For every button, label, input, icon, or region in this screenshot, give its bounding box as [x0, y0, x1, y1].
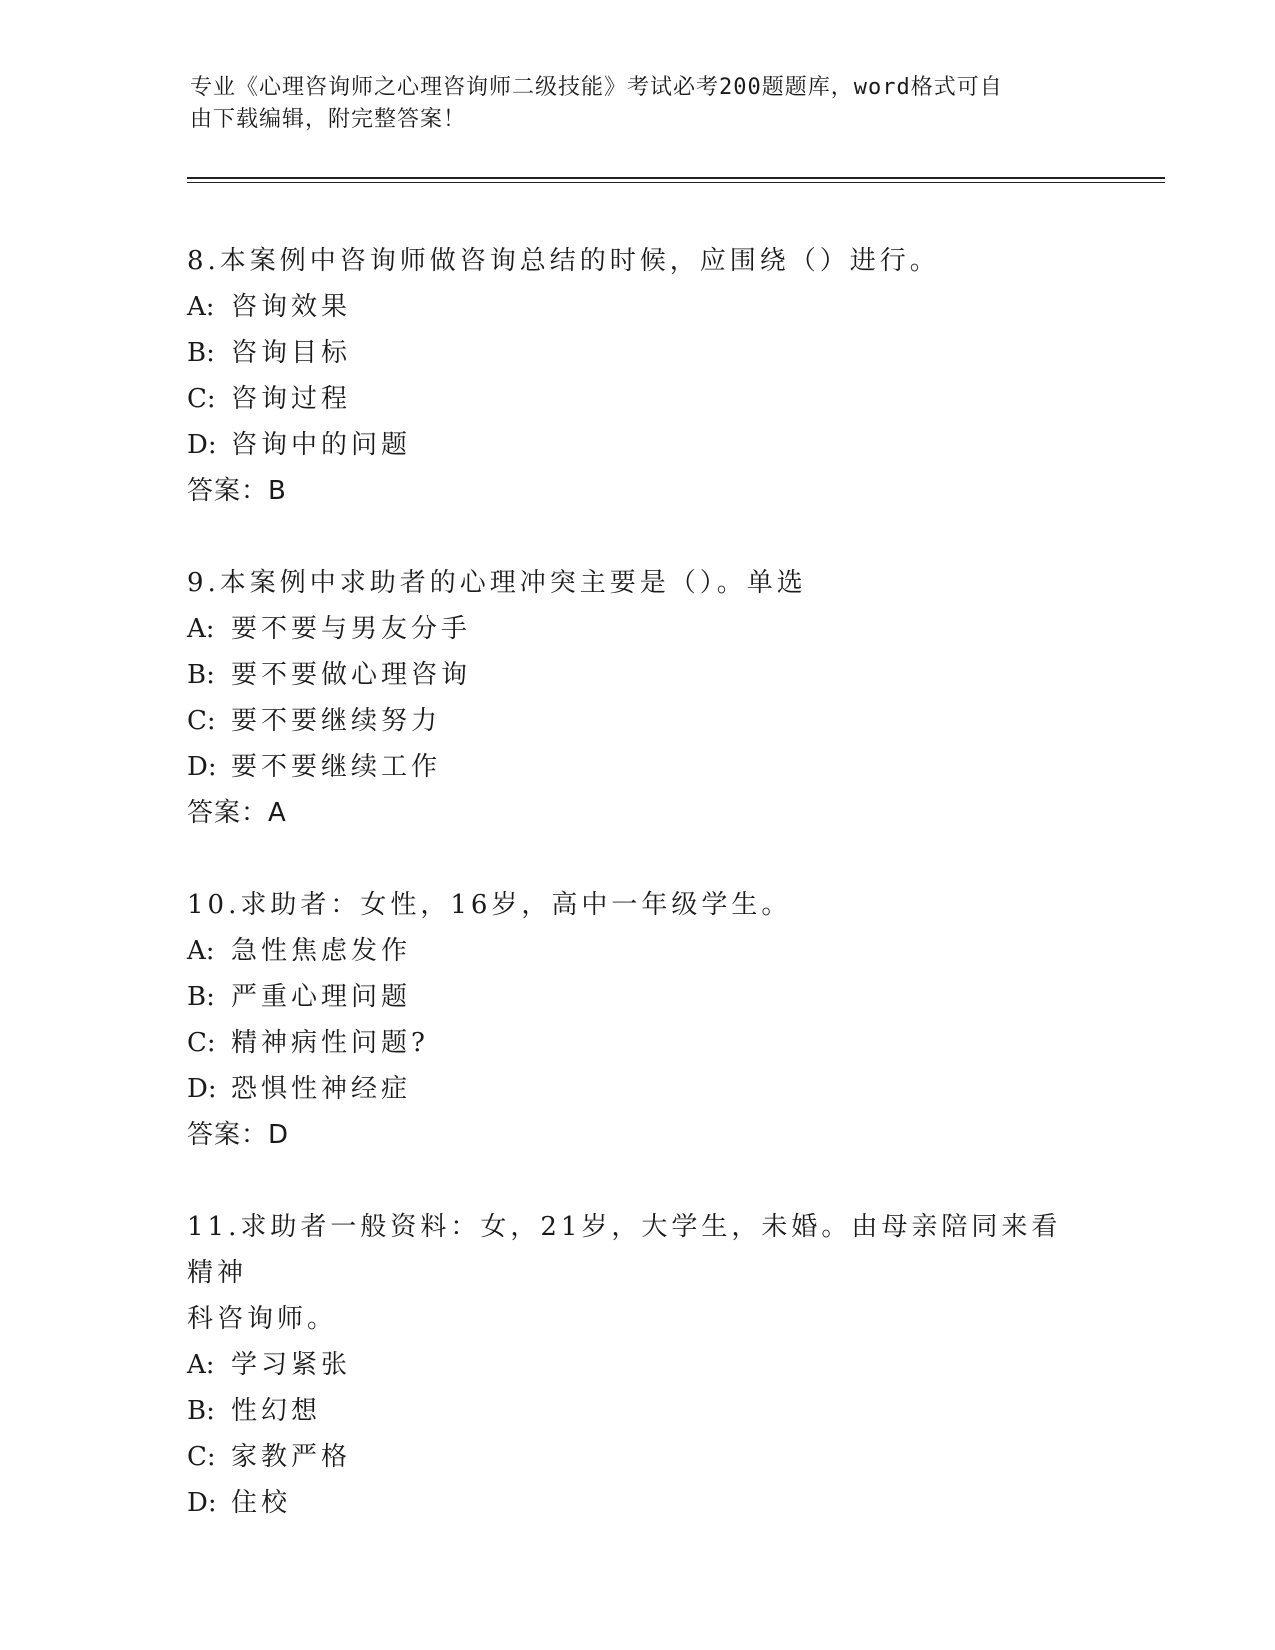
option-key: D:	[187, 430, 217, 460]
option-key: D:	[187, 1488, 217, 1518]
option-text: 要不要做心理咨询	[231, 660, 472, 690]
option-d	[187, 1480, 1087, 1526]
option-key: B:	[187, 660, 215, 690]
header-line-2: 由下载编辑，附完整答案！	[190, 107, 467, 132]
option-key: A:	[187, 1350, 215, 1380]
option-text: 严重心理问题	[231, 982, 412, 1012]
header-divider-thin	[187, 182, 1165, 183]
option-d	[187, 744, 1087, 790]
option-key: C:	[187, 384, 216, 414]
option-text: 急性焦虑发作	[231, 936, 412, 966]
option-key: C:	[187, 1028, 216, 1058]
option-a	[187, 606, 1087, 652]
question-spacer	[187, 514, 1087, 560]
option-b	[187, 974, 1087, 1020]
option-text: 精神病性问题?	[231, 1028, 429, 1058]
option-text: 恐惧性神经症	[231, 1074, 412, 1104]
option-text: 咨询过程	[231, 384, 352, 414]
question-stem: 10.求助者：女性，16岁，高中一年级学生。	[187, 890, 792, 920]
question-11	[187, 1204, 1087, 1526]
option-key: A:	[187, 614, 215, 644]
option-key: B:	[187, 338, 215, 368]
option-c	[187, 376, 1087, 422]
option-text: 要不要继续努力	[231, 706, 442, 736]
option-a	[187, 1342, 1087, 1388]
option-text: 要不要继续工作	[231, 752, 442, 782]
question-stem: 9.本案例中求助者的心理冲突主要是（）。单选	[187, 568, 807, 598]
option-b	[187, 652, 1087, 698]
option-key: B:	[187, 1396, 215, 1426]
question-spacer	[187, 836, 1087, 882]
question-list	[187, 238, 1087, 1526]
header-divider-thick	[187, 177, 1165, 179]
option-text: 家教严格	[231, 1442, 352, 1472]
option-key: A:	[187, 292, 215, 322]
answer-line: 答案：B	[187, 476, 287, 506]
option-c	[187, 1434, 1087, 1480]
option-b	[187, 1388, 1087, 1434]
option-c	[187, 1020, 1087, 1066]
option-a	[187, 284, 1087, 330]
question-stem-line-2: 科咨询师。	[187, 1304, 338, 1334]
option-b	[187, 330, 1087, 376]
document-header	[190, 72, 1090, 136]
option-text: 咨询效果	[231, 292, 352, 322]
option-d	[187, 1066, 1087, 1112]
question-8	[187, 238, 1087, 514]
option-text: 性幻想	[231, 1396, 322, 1426]
option-text: 咨询中的问题	[231, 430, 412, 460]
header-line-1: 专业《心理咨询师之心理咨询师二级技能》考试必考200题题库，word格式可自	[190, 75, 1003, 100]
answer-line: 答案：A	[187, 798, 287, 828]
option-key: D:	[187, 1074, 217, 1104]
question-10	[187, 882, 1087, 1158]
option-text: 咨询目标	[231, 338, 352, 368]
option-key: A:	[187, 936, 215, 966]
option-key: D:	[187, 752, 217, 782]
question-9	[187, 560, 1087, 836]
option-key: C:	[187, 706, 216, 736]
option-key: C:	[187, 1442, 216, 1472]
question-stem: 8.本案例中咨询师做咨询总结的时候，应围绕（）进行。	[187, 246, 940, 276]
option-text: 要不要与男友分手	[231, 614, 472, 644]
question-spacer	[187, 1158, 1087, 1204]
option-c	[187, 698, 1087, 744]
question-stem-line-1: 11.求助者一般资料：女，21岁，大学生，未婚。由母亲陪同来看精神	[187, 1212, 1062, 1288]
option-text: 学习紧张	[231, 1350, 352, 1380]
option-a	[187, 928, 1087, 974]
answer-line: 答案：D	[187, 1120, 290, 1150]
option-text: 住校	[231, 1488, 292, 1518]
option-d	[187, 422, 1087, 468]
option-key: B:	[187, 982, 215, 1012]
